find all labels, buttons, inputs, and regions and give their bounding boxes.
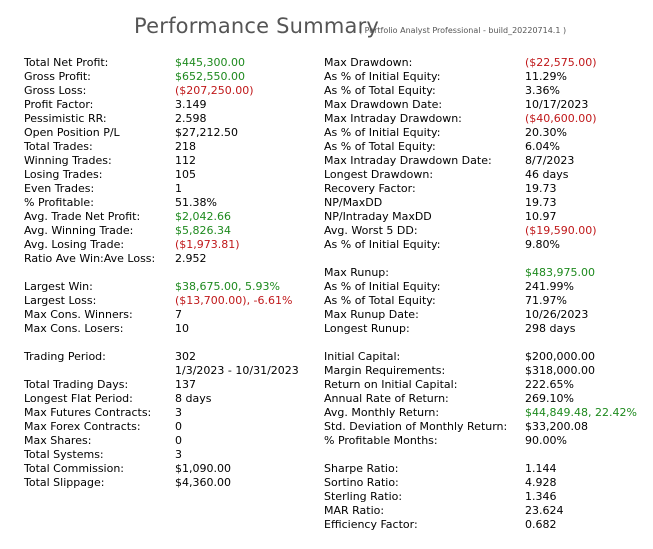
metric-label: Total Systems: [24, 448, 104, 461]
metric-value: 19.73 [525, 182, 557, 195]
metric-label: As % of Total Equity: [324, 84, 436, 97]
metric-value: 6.04% [525, 140, 560, 153]
metric-value: 8 days [175, 392, 212, 405]
metric-value: 10/17/2023 [525, 98, 589, 111]
metric-value: ($13,700.00), -6.61% [175, 294, 293, 307]
metric-label: Ratio Ave Win:Ave Loss: [24, 252, 156, 265]
metric-value: 11.29% [525, 70, 567, 83]
metric-value: 2.598 [175, 112, 207, 125]
metric-label: Avg. Losing Trade: [24, 238, 125, 251]
metric-label: Even Trades: [24, 182, 95, 195]
metric-label: NP/Intraday MaxDD [324, 210, 432, 223]
metric-value: ($19,590.00) [525, 224, 597, 237]
metric-label: Largest Win: [24, 280, 93, 293]
metric-value: 19.73 [525, 196, 557, 209]
metric-label: Sortino Ratio: [324, 476, 399, 489]
metric-value: $27,212.50 [175, 126, 238, 139]
metric-value: $445,300.00 [175, 56, 245, 69]
metric-label: Sterling Ratio: [324, 490, 403, 503]
metric-label: Winning Trades: [24, 154, 112, 167]
metric-label: Sharpe Ratio: [324, 462, 399, 475]
metric-value: 0 [175, 420, 182, 433]
metric-value: 8/7/2023 [525, 154, 575, 167]
metric-value: $44,849.48, 22.42% [525, 406, 637, 419]
metric-value: 112 [175, 154, 196, 167]
metric-label: Std. Deviation of Monthly Return: [324, 420, 508, 433]
metric-value: 3.36% [525, 84, 560, 97]
metric-value: $200,000.00 [525, 350, 595, 363]
metric-value: 218 [175, 140, 196, 153]
metric-label: % Profitable Months: [324, 434, 438, 447]
build-subtitle: ( Portfolio Analyst Professional - build_20220714.1 ) [359, 26, 567, 35]
metric-value: 0 [175, 434, 182, 447]
metric-label: Margin Requirements: [324, 364, 446, 377]
metric-value: ($40,600.00) [525, 112, 597, 125]
metric-value: $318,000.00 [525, 364, 595, 377]
metric-value: 1.144 [525, 462, 557, 475]
metric-value: 4.928 [525, 476, 557, 489]
metric-value: $4,360.00 [175, 476, 231, 489]
metric-label: As % of Initial Equity: [324, 70, 441, 83]
metric-label: As % of Initial Equity: [324, 280, 441, 293]
metric-label: Longest Flat Period: [24, 392, 133, 405]
metric-label: As % of Initial Equity: [324, 126, 441, 139]
metric-value: 10.97 [525, 210, 557, 223]
metric-value: $38,675.00, 5.93% [175, 280, 280, 293]
metric-value: 222.65% [525, 378, 574, 391]
metric-label: Annual Rate of Return: [324, 392, 449, 405]
metric-value: $1,090.00 [175, 462, 231, 475]
page-title: Performance Summary [134, 14, 380, 38]
metric-label: Gross Loss: [24, 84, 87, 97]
metric-label: Total Trades: [24, 140, 93, 153]
metric-label: Initial Capital: [324, 350, 401, 363]
metric-value: ($207,250.00) [175, 84, 254, 97]
metric-label: Total Trading Days: [24, 378, 129, 391]
metric-value: $33,200.08 [525, 420, 588, 433]
metric-label: Gross Profit: [24, 70, 91, 83]
metric-label: Max Runup: [324, 266, 389, 279]
metric-value: 10/26/2023 [525, 308, 589, 321]
metric-label: Losing Trades: [24, 168, 103, 181]
metric-value: 90.00% [525, 434, 567, 447]
metric-label: % Profitable: [24, 196, 94, 209]
metric-value: $2,042.66 [175, 210, 231, 223]
metric-label: Longest Drawdown: [324, 168, 434, 181]
metric-value: 46 days [525, 168, 569, 181]
metric-label: Total Commission: [24, 462, 125, 475]
metric-label: As % of Total Equity: [324, 140, 436, 153]
metric-value: 3 [175, 406, 182, 419]
metric-value: 23.624 [525, 504, 564, 517]
metric-value: $483,975.00 [525, 266, 595, 279]
metric-label: Max Intraday Drawdown: [324, 112, 462, 125]
metric-label: Max Cons. Winners: [24, 308, 133, 321]
metric-value: $5,826.34 [175, 224, 231, 237]
report-header [0, 12, 653, 46]
metric-value: 1.346 [525, 490, 557, 503]
metric-value: 2.952 [175, 252, 207, 265]
metric-label: NP/MaxDD [324, 196, 383, 209]
metric-value: 51.38% [175, 196, 217, 209]
metric-label: Avg. Worst 5 DD: [324, 224, 418, 237]
metric-value: 7 [175, 308, 182, 321]
metric-label: Total Slippage: [24, 476, 105, 489]
metric-value: $652,550.00 [175, 70, 245, 83]
metric-label: Total Net Profit: [24, 56, 109, 69]
metric-value: ($1,973.81) [175, 238, 240, 251]
metric-value: 298 days [525, 322, 576, 335]
metric-value: ($22,575.00) [525, 56, 597, 69]
metric-label: Trading Period: [24, 350, 106, 363]
metric-value: 105 [175, 168, 196, 181]
metric-label: Largest Loss: [24, 294, 97, 307]
metric-label: MAR Ratio: [324, 504, 385, 517]
metric-label: Max Runup Date: [324, 308, 419, 321]
metric-value: 137 [175, 378, 196, 391]
metric-label: Profit Factor: [24, 98, 94, 111]
metric-label: Avg. Winning Trade: [24, 224, 134, 237]
metric-label: Max Drawdown: [324, 56, 413, 69]
metric-value: 241.99% [525, 280, 574, 293]
metric-value: 302 [175, 350, 196, 363]
metric-label: Max Futures Contracts: [24, 406, 152, 419]
metric-label: Max Shares: [24, 434, 92, 447]
metric-value: 269.10% [525, 392, 574, 405]
metric-label: Avg. Trade Net Profit: [24, 210, 141, 223]
metric-label: Max Cons. Losers: [24, 322, 124, 335]
metric-value: 20.30% [525, 126, 567, 139]
metric-value: 9.80% [525, 238, 560, 251]
metric-label: Recovery Factor: [324, 182, 416, 195]
metric-label: Max Intraday Drawdown Date: [324, 154, 492, 167]
metric-label: Return on Initial Capital: [324, 378, 458, 391]
metric-value: 1 [175, 182, 182, 195]
metric-value: 10 [175, 322, 189, 335]
metric-label: As % of Total Equity: [324, 294, 436, 307]
metric-label: Open Position P/L [24, 126, 120, 139]
metric-label: Avg. Monthly Return: [324, 406, 440, 419]
metric-label: Max Forex Contracts: [24, 420, 141, 433]
metric-label: Longest Runup: [324, 322, 410, 335]
metric-label: Efficiency Factor: [324, 518, 418, 531]
metric-label: Max Drawdown Date: [324, 98, 443, 111]
metric-label: Pessimistic RR: [24, 112, 107, 125]
metric-value: 3.149 [175, 98, 207, 111]
metric-value: 3 [175, 448, 182, 461]
metric-value: 71.97% [525, 294, 567, 307]
metric-value: 1/3/2023 - 10/31/2023 [175, 364, 299, 377]
metric-label: As % of Initial Equity: [324, 238, 441, 251]
metric-value: 0.682 [525, 518, 557, 531]
